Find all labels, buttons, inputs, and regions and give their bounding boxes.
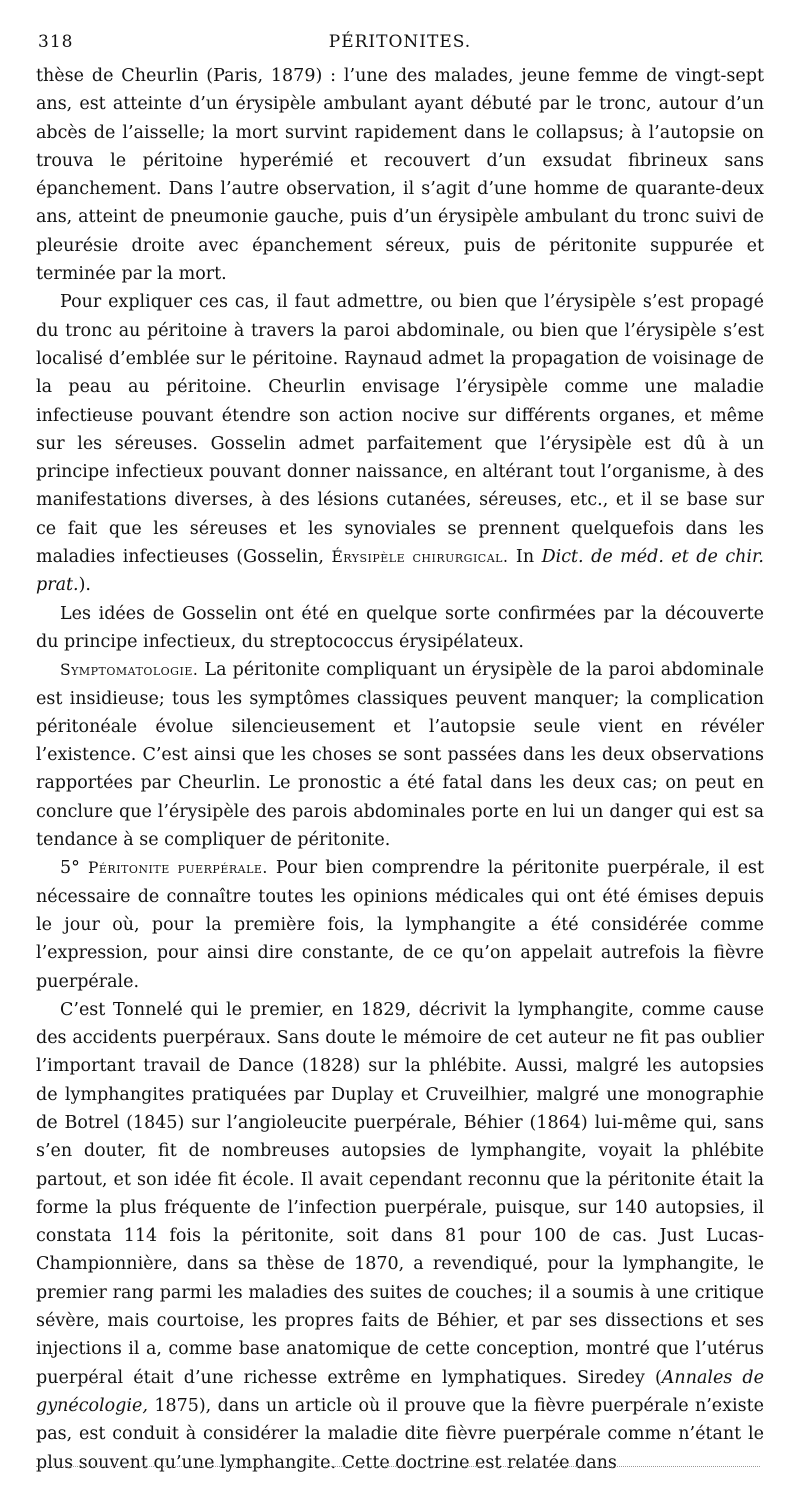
section-heading: Péritonite puerpérale.: [87, 859, 268, 878]
footer-rule: [36, 1466, 760, 1467]
page-number: 318: [38, 32, 74, 52]
paragraph: Symptomatologie. La péritonite compliquant un érysipèle de la paroi abdominale est insidieuse; tous les symptômes classiques peuvent manquer; la complication péritonéale évolue silencieusement et l’autopsie seule vient en révéler l’existence. C’est ainsi que les choses se sont passées dans les deux observations rapportées par Cheurlin. Le pronostic a été fatal dans les deux cas; on peut en conclure que l’érysipèle des parois abdominales porte en lui un danger qui est sa tendance à se compliquer de péritonite.: [36, 660, 764, 851]
cited-work: Dict. de méd. et de chir. prat.: [36, 547, 764, 596]
section-heading: Symptomatologie.: [60, 661, 199, 680]
paragraph: Pour expliquer ces cas, il faut admettre, ou bien que l’érysipèle s’est propagé du tronc au péritoine à travers la paroi abdominale, ou bien que l’érysipèle s’est localisé d’emblée sur le péritoine. Raynaud admet la propagation de voisinage de la peau au péritoine. Cheurlin envisage l’érysipèle comme une maladie infectieuse pouvant étendre son action nocive sur différents organes, et même sur les séreuses. Gosselin admet parfaitement que l’érysipèle est dû à un principe infectieux pouvant donner naissance, en altérant tout l’organisme, à des manifestations diverses, à des lésions cutanées, séreuses, etc., et il se base sur ce fait que les séreuses et les synoviales se prennent quelquefois dans les maladies infectieuses (Gosselin, Érysipèle chirurgical. In Dict. de méd. et de chir. prat.).: [36, 292, 764, 596]
body-text: [36, 62, 764, 1477]
section-number: 5°: [60, 858, 80, 879]
cited-journal: Annales de gynécologie,: [36, 1367, 764, 1416]
paragraph: Les idées de Gosselin ont été en quelque sorte confirmées par la découverte du principe infectieux, du streptococcus érysipélateux.: [36, 603, 764, 652]
page-header: [36, 28, 764, 62]
paragraph: C’est Tonnelé qui le premier, en 1829, décrivit la lymphangite, comme cause des accidents puerpéraux. Sans doute le mémoire de cet auteur ne fit pas oublier l’important travail de Dance (1828) sur la phlébite. Aussi, malgré les autopsies de lymphangites pratiquées par Duplay et Cruveilhier, malgré une monographie de Botrel (1845) sur l’angioleucite puerpérale, Béhier (1864) lui-même qui, sans s’en douter, fit de nombreuses autopsies de lymphangite, voyait la phlébite partout, et son idée fit école. Il avait cependant reconnu que la péritonite était la forme la plus fréquente de l’infection puerpérale, puisque, sur 140 autopsies, il constata 114 fois la péritonite, soit dans 81 pour 100 de cas. Just Lucas-Championnière, dans sa thèse de 1870, a revendiqué, pour la lymphangite, le premier rang parmi les maladies des suites de couches; il a soumis à une critique sévère, mais courtoise, les propres faits de Béhier, et par ses dissections et ses injections il a, comme base anatomique de cette conception, montré que l’utérus puerpéral était d’une richesse extrême en lymphatiques. Siredey (Annales de gynécologie, 1875), dans un article où il prouve que la fièvre puerpérale n’existe pas, est conduit à considérer la maladie dite fièvre puerpérale comme n’étant le plus souvent qu’une lymphangite. Cette doctrine est relatée dans: [36, 999, 764, 1473]
paragraph: 5° Péritonite puerpérale. Pour bien comprendre la péritonite puerpérale, il est nécessaire de connaître toutes les opinions médicales qui ont été émises depuis le jour où, pour la première fois, la lymphangite a été considérée comme l’expression, pour ainsi dire constante, de ce qu’on appelait autrefois la fièvre puerpérale.: [36, 858, 764, 992]
running-title: PÉRITONITES.: [328, 32, 472, 52]
paragraph: thèse de Cheurlin (Paris, 1879) : l’une des malades, jeune femme de vingt-sept ans, est atteinte d’un érysipèle ambulant ayant débuté par le tronc, autour d’un abcès de l’aisselle; la mort survint rapidement dans le collapsus; à l’autopsie on trouva le péritoine hyperémié et recouvert d’un exsudat fibrineux sans épanchement. Dans l’autre observation, il s’agit d’une homme de quarante-deux ans, atteint de pneumonie gauche, puis d’un érysipèle ambulant du tronc suivi de pleurésie droite avec épanchement séreux, puis de péritonite suppurée et terminée par la mort.: [36, 66, 764, 285]
book-page: [36, 28, 764, 1477]
cited-title: Érysipèle chirurgical.: [331, 548, 509, 567]
